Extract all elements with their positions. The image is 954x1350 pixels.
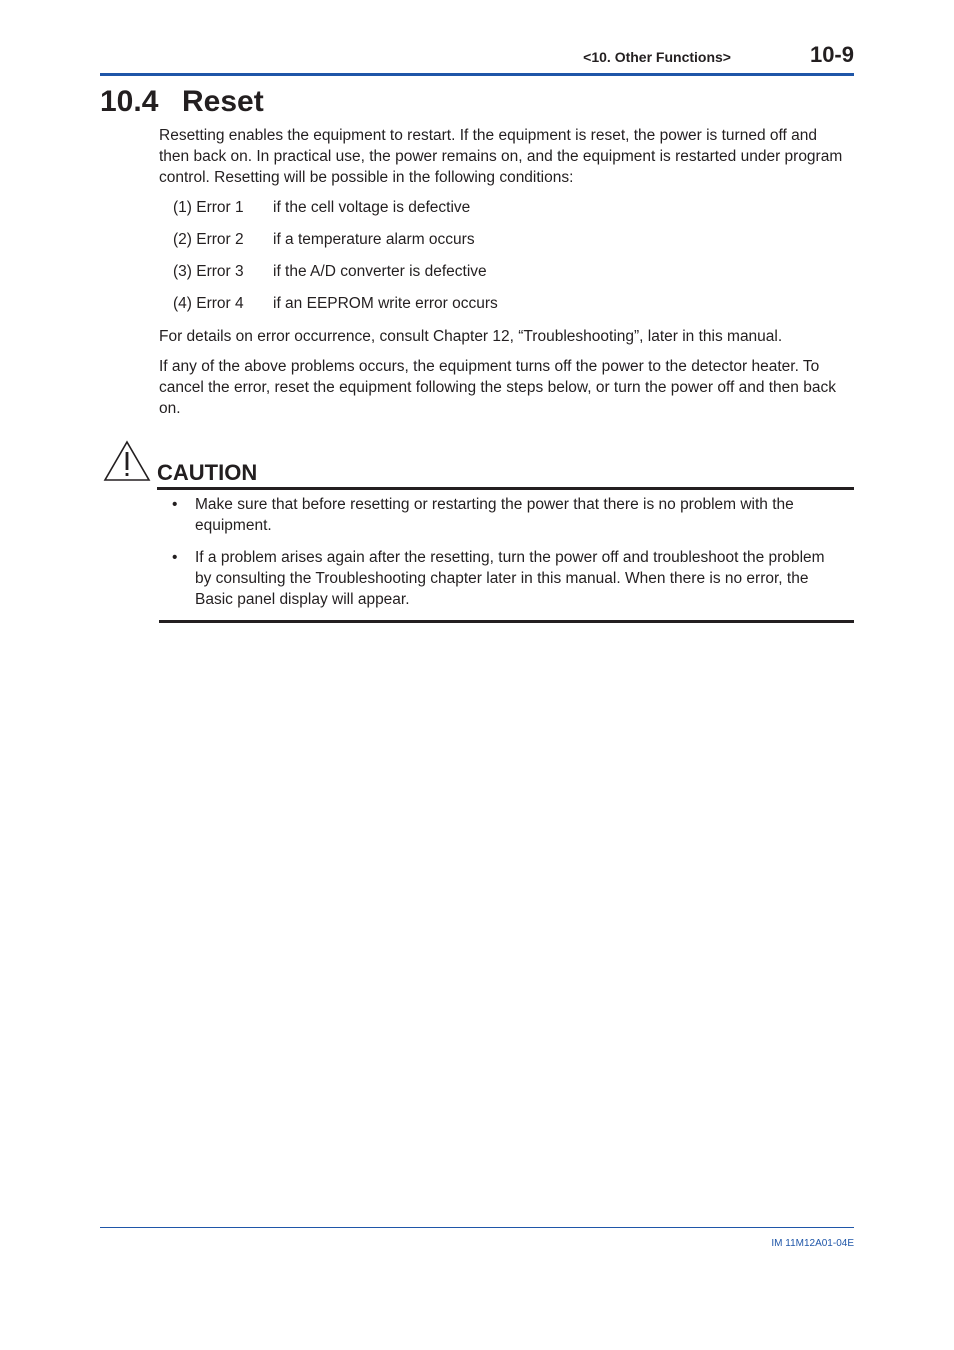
condition-item <box>173 229 475 250</box>
chapter-title: <10. Other Functions> <box>583 49 731 65</box>
document-id: IM 11M12A01-04E <box>771 1238 854 1249</box>
bullet-marker: • <box>172 549 178 566</box>
condition-label: (1) Error 1 <box>173 199 244 216</box>
condition-label: (2) Error 2 <box>173 231 244 248</box>
condition-text: if an EEPROM write error occurs <box>273 295 498 312</box>
section-title: Reset <box>182 85 264 118</box>
footer-divider <box>100 1227 854 1228</box>
caution-item: If a problem arises again after the resetting, turn the power off and troubleshoot the problem by consulting the Troubleshooting chapter later in this manual. When there is no error, the Basic panel display will appear. <box>195 549 825 608</box>
section-heading <box>100 84 264 120</box>
condition-text: if the A/D converter is defective <box>273 263 487 280</box>
caution-bottom-divider <box>159 620 854 623</box>
condition-item <box>173 261 487 282</box>
condition-text: if the cell voltage is defective <box>273 199 471 216</box>
condition-label: (3) Error 3 <box>173 263 244 280</box>
page-number: 10-9 <box>809 42 854 67</box>
header-divider <box>100 73 854 76</box>
section-number: 10.4 <box>100 85 159 118</box>
caution-top-divider <box>157 487 854 490</box>
condition-text: if a temperature alarm occurs <box>273 231 475 248</box>
details-paragraph: For details on error occurrence, consult Chapter 12, “Troubleshooting”, later in this manual. <box>159 328 783 345</box>
bullet-marker: • <box>172 496 178 513</box>
caution-item: Make sure that before resetting or restarting the power that there is no problem with the equipment. <box>195 496 794 534</box>
warning-triangle-icon <box>103 440 151 482</box>
caution-title: CAUTION <box>157 460 258 485</box>
condition-item <box>173 197 470 218</box>
problem-paragraph: If any of the above problems occurs, the equipment turns off the power to the detector heater. To cancel the error, reset the equipment following the steps below, or turn the power off and then back on. <box>159 358 836 417</box>
intro-paragraph: Resetting enables the equipment to restart. If the equipment is reset, the power is turned off and then back on. In practical use, the power remains on, and the equipment is restarted under program control. Resetting will be possible in the following conditions: <box>159 127 843 186</box>
condition-label: (4) Error 4 <box>173 295 244 312</box>
condition-item <box>173 293 498 314</box>
